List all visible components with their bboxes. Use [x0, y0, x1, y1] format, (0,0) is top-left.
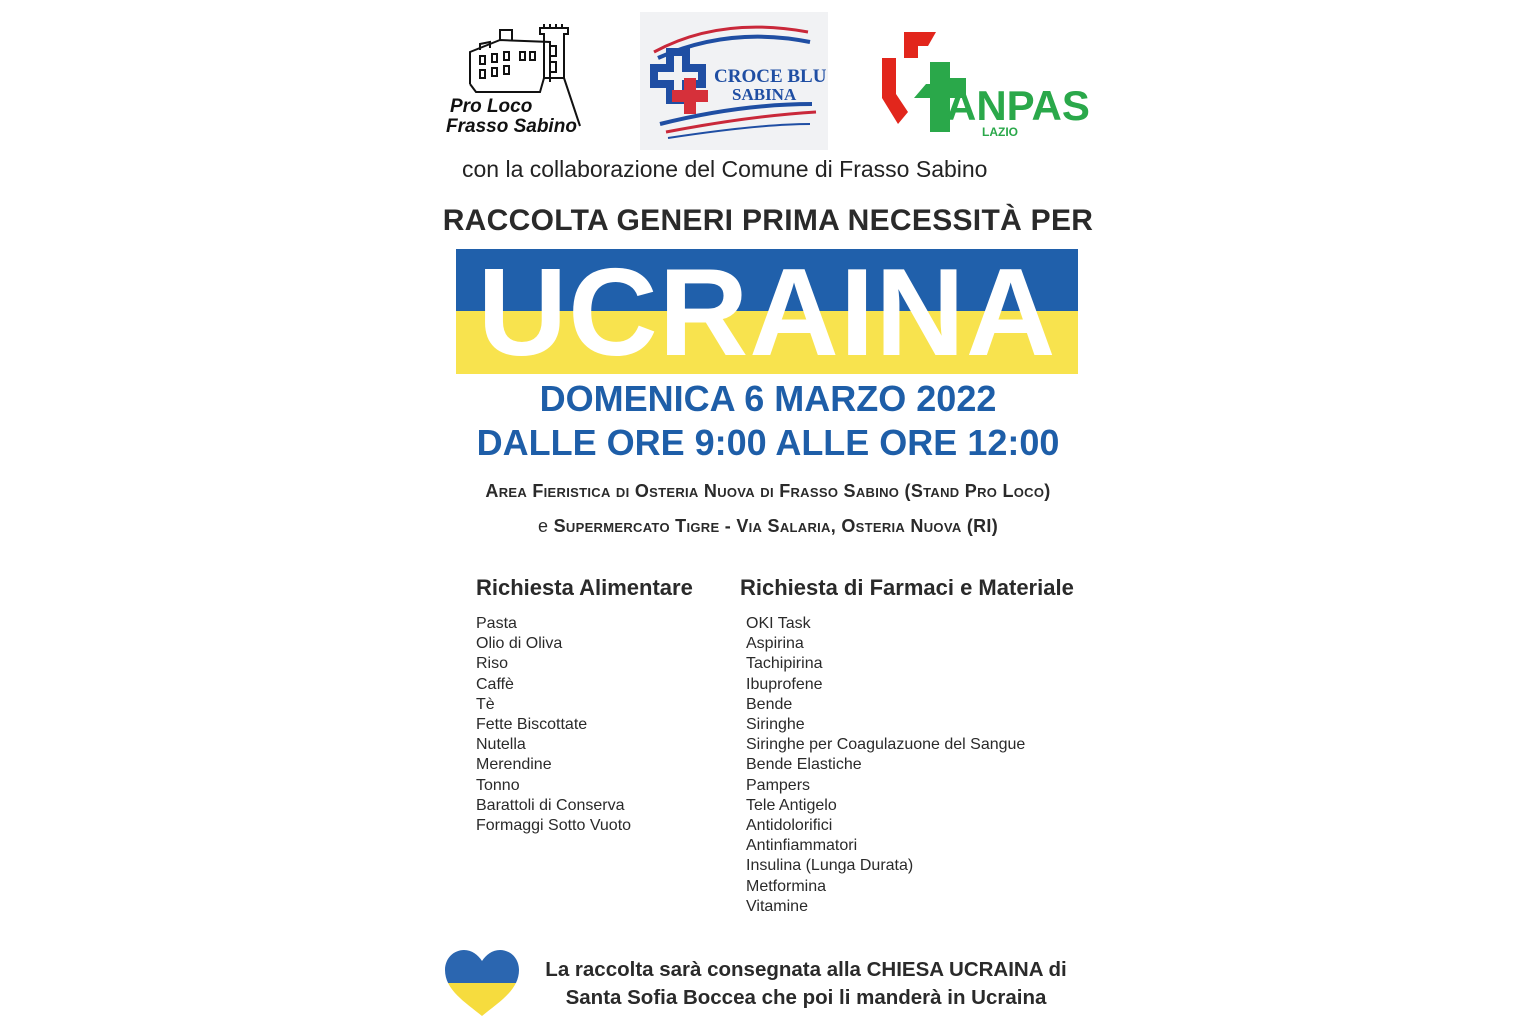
- country-title: UCRAINA: [477, 244, 1057, 382]
- list-item: Antinfiammatori: [746, 837, 858, 855]
- collection-heading: RACCOLTA GENERI PRIMA NECESSITÀ PER: [442, 204, 1094, 237]
- list-item: Siringhe per Coagulazuone del Sangue: [746, 736, 1026, 754]
- medical-request-list: [746, 614, 1025, 917]
- venue-secondary: [400, 516, 1136, 537]
- proloco-name-line1: Pro Loco: [450, 96, 533, 117]
- list-item: Pampers: [746, 776, 811, 794]
- list-item: Siringhe: [746, 716, 805, 734]
- list-item: Merendine: [476, 756, 552, 774]
- list-item: Tachipirina: [746, 655, 823, 673]
- list-item: Riso: [476, 655, 509, 673]
- list-item: Nutella: [476, 736, 526, 754]
- list-item: Bende: [746, 695, 793, 713]
- event-hours: DALLE ORE 9:00 ALLE ORE 12:00: [476, 422, 1060, 463]
- collaboration-text: con la collaborazione del Comune di Frasso Sabino: [462, 156, 988, 182]
- food-request-list: [476, 614, 631, 836]
- list-item: Barattoli di Conserva: [476, 796, 625, 814]
- list-item: Tè: [476, 695, 495, 713]
- venue-secondary-prefix: e: [537, 516, 549, 536]
- medical-request-title: Richiesta di Farmaci e Materiale: [740, 575, 1074, 600]
- list-item: Formaggi Sotto Vuoto: [476, 817, 632, 835]
- list-item: Tele Antigelo: [746, 796, 837, 814]
- list-item: Vitamine: [746, 897, 808, 915]
- croce-blu-logo: [640, 12, 828, 150]
- closing-line-1: La raccolta sarà consegnata alla CHIESA UCRAINA di: [545, 958, 1067, 981]
- castle-icon: [440, 22, 600, 142]
- list-item: Ibuprofene: [746, 675, 823, 693]
- croce-name-line2: SABINA: [732, 85, 797, 104]
- list-item: OKI Task: [746, 615, 811, 632]
- list-item: Caffè: [476, 675, 514, 693]
- list-item: Aspirina: [746, 635, 804, 653]
- food-request-title: Richiesta Alimentare: [476, 575, 693, 600]
- venue-secondary-text: Supermercato Tigre - Via Salaria, Osteria Nuova (RI): [553, 516, 999, 536]
- closing-line-2: Santa Sofia Boccea che poi li manderà in Ucraina: [565, 986, 1047, 1009]
- ukraine-flag-banner: [456, 244, 1078, 382]
- list-item: Antidolorifici: [746, 817, 833, 835]
- croce-name-line1: CROCE BLU: [714, 66, 827, 87]
- venue-primary: Area Fieristica di Osteria Nuova di Frasso Sabino (Stand Pro Loco): [485, 481, 1051, 501]
- pro-loco-logo: [440, 22, 600, 142]
- anpas-name: ANPAS: [946, 82, 1090, 129]
- list-item: Olio di Oliva: [476, 635, 563, 653]
- event-date: DOMENICA 6 MARZO 2022: [539, 378, 997, 419]
- heart-icon: [443, 948, 521, 1018]
- list-item: Fette Biscottate: [476, 716, 588, 734]
- anpas-region: LAZIO: [982, 125, 1018, 139]
- anpas-logo: [878, 28, 1093, 140]
- list-item: Metformina: [746, 877, 827, 895]
- proloco-name-line2: Frasso Sabino: [446, 116, 577, 137]
- list-item: Bende Elastiche: [746, 756, 862, 774]
- list-item: Insulina (Lunga Durata): [746, 857, 914, 875]
- cross-icon: [654, 52, 708, 114]
- list-item: Pasta: [476, 615, 517, 632]
- anpas-red-shape: [882, 32, 936, 124]
- list-item: Tonno: [476, 776, 520, 794]
